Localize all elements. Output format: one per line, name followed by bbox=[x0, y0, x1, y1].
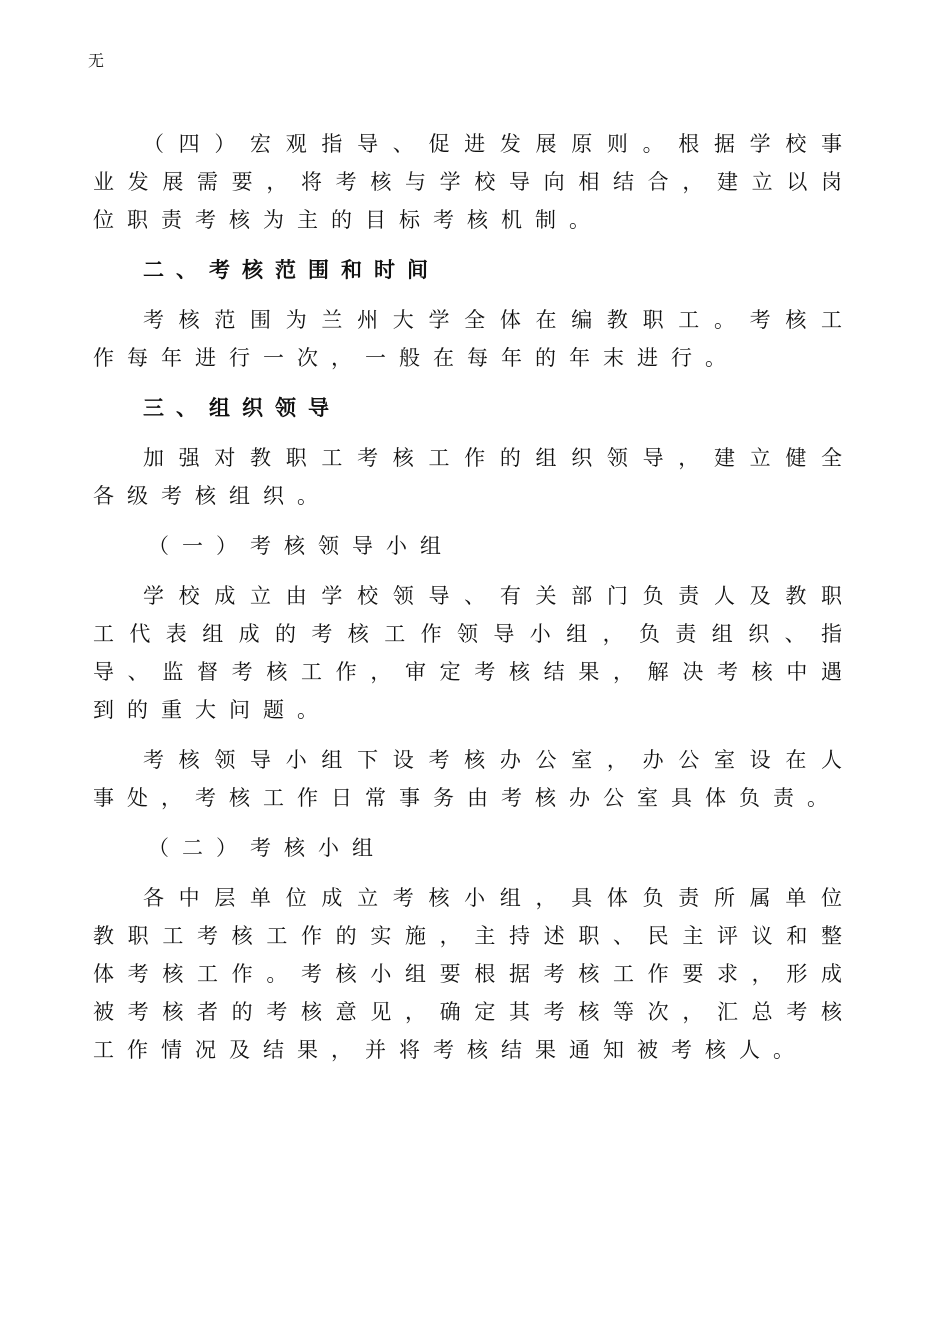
paragraph-assessment-office: 考核领导小组下设考核办公室，办公室设在人事处，考核工作日常事务由考核办公室具体负责。 bbox=[93, 748, 855, 810]
paragraph-leadership-group: 学校成立由学校领导、有关部门负责人及教职工代表组成的考核工作领导小组，负责组织、指导、监督考核工作，审定考核结果，解决考核中遇到的重大问题。 bbox=[93, 584, 855, 722]
document-body bbox=[93, 125, 855, 1069]
section-heading-organization: 三、组织领导 bbox=[143, 396, 341, 420]
subheading-leadership-group: （一）考核领导小组 bbox=[148, 534, 454, 558]
paragraph-principle-four: （四）宏观指导、促进发展原则。根据学校事业发展需要，将考核与学校导向相结合，建立以岗位职责考核为主的目标考核机制。 bbox=[93, 132, 855, 232]
paragraph-organization: 加强对教职工考核工作的组织领导，建立健全各级考核组织。 bbox=[93, 446, 855, 508]
section-heading-scope-and-time: 二、考核范围和时间 bbox=[143, 258, 440, 282]
page-header-mark: 无 bbox=[88, 51, 105, 70]
paragraph-assessment-group: 各中层单位成立考核小组，具体负责所属单位教职工考核工作的实施，主持述职、民主评议和整体考核工作。考核小组要根据考核工作要求，形成被考核者的考核意见，确定其考核等次，汇总考核工作情况及结果，并将考核结果通知被考核人。 bbox=[93, 886, 855, 1062]
subheading-assessment-group: （二）考核小组 bbox=[148, 836, 386, 860]
paragraph-scope-and-time: 考核范围为兰州大学全体在编教职工。考核工作每年进行一次，一般在每年的年末进行。 bbox=[93, 308, 855, 370]
